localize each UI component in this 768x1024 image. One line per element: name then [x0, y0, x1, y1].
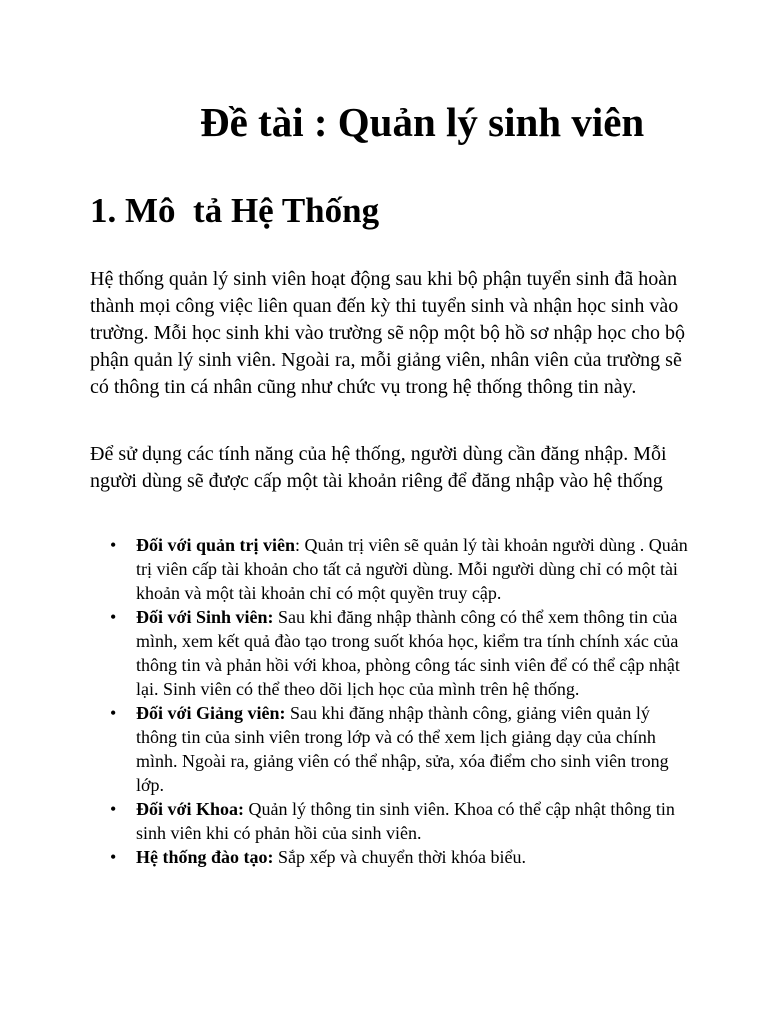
list-item-text: Sắp xếp và chuyển thời khóa biểu.	[273, 847, 526, 867]
bullet-icon: •	[110, 703, 117, 723]
section-heading: 1. Mô tả Hệ Thống	[90, 191, 380, 230]
list-item-admin	[90, 533, 690, 605]
bullet-icon: •	[110, 799, 117, 819]
list-item-text: Sau khi đăng nhập thành công, giảng viên quản lý thông tin của sinh viên trong lớp và có thể xem lịch giảng dạy của chính mình. Ngoài ra, giảng viên có thể nhập, sửa, xóa điểm cho sinh viên trong lớp.	[136, 703, 669, 795]
list-item-faculty	[90, 797, 690, 845]
bullet-icon: •	[110, 607, 117, 627]
list-item-text: Quản lý thông tin sinh viên. Khoa có thể cập nhật thông tin sinh viên khi có phản hồi của sinh viên.	[136, 799, 675, 843]
list-item-student	[90, 605, 690, 701]
list-item-text: : Quản trị viên sẽ quản lý tài khoản người dùng . Quản trị viên cấp tài khoản cho tất cả người dùng. Mỗi người dùng chỉ có một tài khoản và một tài khoản chỉ có một quyền truy cập.	[136, 535, 688, 603]
document-title: Đề tài : Quản lý sinh viên	[200, 99, 645, 145]
bullet-icon: •	[110, 535, 117, 555]
bullet-icon: •	[110, 847, 117, 867]
list-item-term: Đối với quản trị viên	[136, 535, 295, 555]
list-item-term: Đối với Giảng viên:	[136, 703, 286, 723]
paragraph-login-requirement: Để sử dụng các tính năng của hệ thống, người dùng cần đăng nhập. Mỗi người dùng sẽ được cấp một tài khoản riêng để đăng nhập vào hệ thống	[90, 443, 667, 492]
list-item-text: Sau khi đăng nhập thành công có thể xem thông tin của mình, xem kết quả đào tạo trong suốt khóa học, kiểm tra tính chính xác của thông tin và phản hồi với khoa, phòng công tác sinh viên để có thể cập nhật lại. Sinh viên có thể theo dõi lịch học của mình trên hệ thống.	[136, 607, 680, 699]
list-item-term: Hệ thống đào tạo:	[136, 847, 274, 867]
paragraph-system-overview: Hệ thống quản lý sinh viên hoạt động sau khi bộ phận tuyển sinh đã hoàn thành mọi công việc liên quan đến kỳ thi tuyển sinh và nhận học sinh vào trường. Mỗi học sinh khi vào trường sẽ nộp một bộ hồ sơ nhập học cho bộ phận quản lý sinh viên. Ngoài ra, mỗi giảng viên, nhân viên của trường sẽ có thông tin cá nhân cũng như chức vụ trong hệ thống thông tin này.	[90, 268, 686, 398]
list-item-lecturer	[90, 701, 690, 797]
list-item-term: Đối với Khoa:	[136, 799, 244, 819]
user-role-list	[90, 533, 690, 869]
list-item-term: Đối với Sinh viên:	[136, 607, 274, 627]
list-item-training-system	[90, 845, 690, 869]
